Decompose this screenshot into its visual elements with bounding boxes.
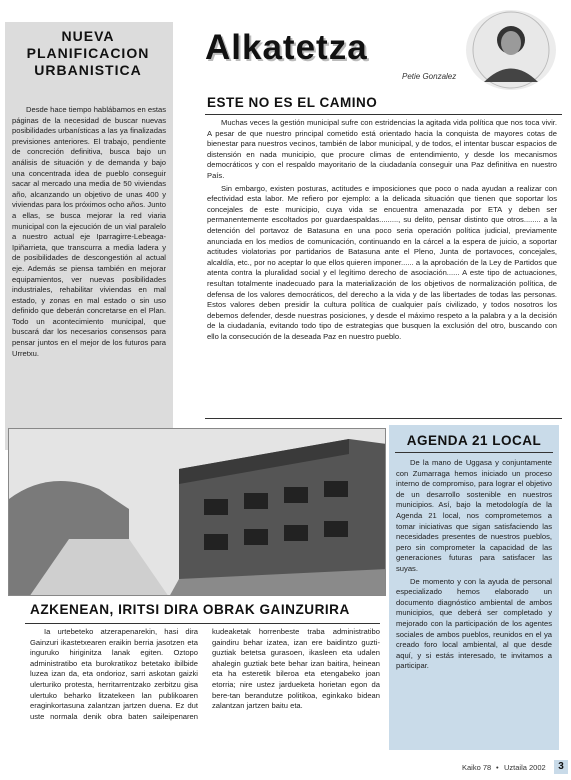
main-article-title: ESTE NO ES EL CAMINO <box>207 95 378 110</box>
footer-date: Uztaila 2002 <box>504 763 546 772</box>
agenda-article-body <box>396 458 552 674</box>
section-header-title: Alkatetza <box>205 28 368 67</box>
bottom-article-title: AZKENEAN, IRITSI DIRA OBRAK GAINZURIRA <box>30 602 350 617</box>
footer-bullet: • <box>496 763 499 772</box>
footer-issue: Kaiko 78 <box>462 763 492 772</box>
main-article-paragraph: Sin embargo, existen posturas, actitudes e imposiciones que poco o nada ayudan a realizar con efectividad esta labor. Me refiero por ejemplo: a la delicada situación que tienen que soportar los concejales de este municipio, cuya vida se encuentra amenazada por ETA y deben ser permanentemente escoltados por guardaespaldas........., su delito, pensar distinto que otros........ a la detención del portavoz de Batasuna en una poco seria operación política judicial, previamente anunciada en los medios de comunicación, continuando en la cárcel a la espera de juicio, a soportar actitudes violatorias por partidarios de Batasuna ante el Pleno, Junta de portavoces, concejales, alcaldía, etc., por no aceptar lo que ellos quieren imponer...... a la aprobación de la Ley de Partidos que atenta contra la pluralidad social y el legítimo derecho de asociación...... A este tipo de actuaciones, resultan totalmente inadecuado para la materialización de los objetivos de normalización política, de defensa de los valores democráticos, del derecho a la vida y de las libertades de todas las personas. Estos valores deben presidir la cultura política de cualquier país civilizado, y todos nosotros los debemos defender, desde nuestras posiciones, y desde el máximo respeto a la palabra y a la decisión de la ciudadanía, evitando todo tipo de estrategias que busquen la exclusión del otro, buscando con ello la consecución de la deseada Paz en nuestro pueblo. <box>207 183 557 341</box>
left-article-body <box>12 105 166 361</box>
agenda-article-divider <box>395 452 553 453</box>
school-building-photo <box>8 428 386 596</box>
agenda-article-paragraph: De la mano de Uggasa y conjuntamente con Zumarraga hemos iniciado un proceso interno de compromiso, para lograr el objetivo de un desarrollo sostenible en nuestros municipios. Así, bajo la metodología de la Agenda 21 local, nos comprometemos a tomar iniciativas que sigan satisfaciendo las necesidades presentes de nuestros pueblos, pero sin comprometer la capacidad de las generaciones futuras para satisfacer las suyas. <box>396 458 552 573</box>
bottom-article-paragraph: Ia urtebeteko atzerapenarekin, hasi dira Gainzuri ikastetxearen eraikin berria jasotzen eta inguruko hiriginitza lanak egiten. Oztopo administratibo eta burokratikoz betetako ibilbide luzea izan da, eta ondorioz, sarri askotan gaizki ulerturiko protesta, herritarrentzako zerbitzu gisa ulertuko beharko litzatekeen lan publikoaren eraginkortasuna zalantzan jartzen duena. Ez dut uste normala denik obra baten saileipenaren kudeaketak horrenbeste traba administratibo gaindiru behar izatea, izan ere baidintzo guzti-guztiak betetsa gurasoen, ikasleen eta udalen ahalegin guztiak bete behar izan baitira, heinean eta ha esteretik bileroa eta etengabeko joan etorria; nire ustez jardueketa horietan egon da bere-tan berandutze politikoa, eginkako bidean zalantzan jartzen baitu eta. <box>30 627 380 721</box>
page-number: 3 <box>554 760 568 774</box>
left-article-title: NUEVA PLANIFICACION URBANISTICA <box>26 28 150 78</box>
main-article-paragraph: Muchas veces la gestión municipal sufre con estridencias la agitada vida política que nos toca vivir. A pesar de que nuestro principal cometido está orientado hacia la conquista de mayores cotas de bienestar para nuestros vecinos, también de labor municipal, y de todos, el intentar buscar espacios de distensión en nada municipio, que procure climas de entendimiento, y desde los mecanismos democráticos y con el respaldo mayoritario de la ciudadanía conseguir una Paz definitiva en nuestro País. <box>207 118 557 180</box>
building-photo-image <box>9 429 386 596</box>
main-article-divider <box>205 114 562 115</box>
agenda-article-paragraph: De momento y con la ayuda de personal especializado hemos elaborado un documento diagnóstico ambiental de ambos municipios, que deberá ser completado y mejorado con la participación de los agentes sociales de ambos pueblos, reunidos en el ya creado foro local ambiental, al que desde aquí, y si estás interesado, te invitamos a participar. <box>396 576 552 671</box>
author-name: Petie Gonzalez <box>402 72 457 81</box>
main-article-bottom-rule <box>205 418 562 419</box>
main-article-body <box>207 118 557 344</box>
bottom-article-divider <box>25 623 380 624</box>
left-article-paragraph: Desde hace tiempo hablábamos en estas páginas de la necesidad de buscar nuevas posibilidades urbanísticas a las ya finalizadas previsiones anteriores. El trabajo, pendiente de concreción definitiva, busca bajo un análisis de situación y de demanda y bajo una concentrada idea de pueblo conseguir sacar al mercado una media de 50 viviendas año, alcanzando un objetivo de unas 400 y viviendas para los próximos ocho años. Junto a ellas, se busca mejorar la red viaria municipal con la ejecución de un vial paralelo a nuestro actual eje Iparragirre-Lebeaga-Ipiñarrieta, que transcurra a media ladera y de posibilidades de descongestión al actual eje. Además se piensa también en mejorar equipamientos, ver nuevas posibilidades industriales, rehabilitar viviendas en mal estado, y zonas en mal estado o sin uso definido que deberán concretarse en el Plan. Todo un acontecimiento municipal, que buscará dar los necesarios consensos para pensar juntos en el mejor de los futuros para Urretxu. <box>12 105 166 358</box>
author-portrait-image <box>466 10 556 90</box>
agenda-article-title: AGENDA 21 LOCAL <box>406 433 542 448</box>
bottom-article-body <box>30 627 380 722</box>
author-portrait <box>466 10 556 90</box>
